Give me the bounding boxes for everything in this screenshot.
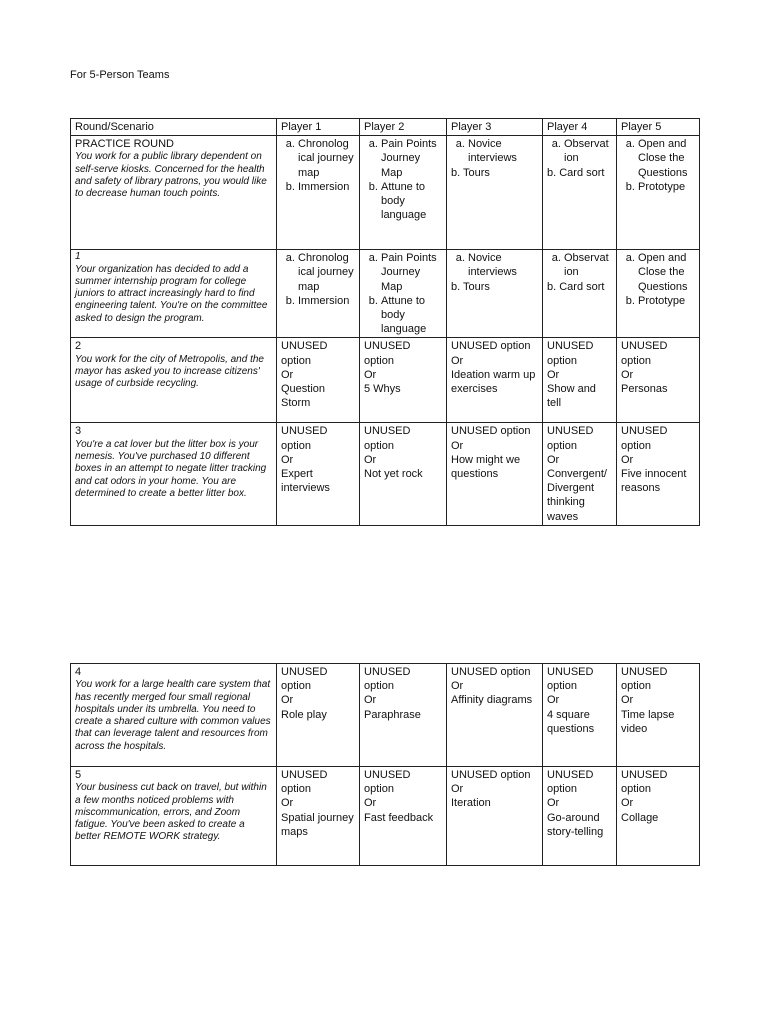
scenario-text: Your business cut back on travel, but within a few months noticed problems with miscommunication, errors, and Zoom fatigue. You've been asked to create a better REMOTE WORK strategy. (75, 782, 267, 843)
option-list (364, 137, 442, 222)
option-list (621, 137, 695, 194)
header-player-3: Player 3 (447, 119, 543, 136)
option-b: b. Card sort (547, 280, 605, 293)
player-2-cell: UNUSED option Or Fast feedback (360, 767, 447, 866)
option-list (281, 251, 355, 308)
option-b: b. Prototype (638, 180, 695, 194)
table-row-round-5 (71, 767, 700, 866)
option-a: a. Pain Points Journey Map (381, 137, 442, 180)
option-a: a. Novice interviews (468, 251, 538, 279)
player-5-cell: UNUSED option Or Collage (617, 767, 700, 866)
round-label: PRACTICE ROUND (75, 138, 175, 151)
scenario-text: You work for the city of Metropolis, and the mayor has asked you to increase citizens' usage of curbside recycling. (75, 353, 264, 390)
table-row-round-1 (71, 250, 700, 338)
player-1-cell: UNUSED option Or Spatial journey maps (277, 767, 360, 866)
round-label: 5 (75, 769, 82, 781)
rounds-table-part-2 (70, 663, 700, 866)
scenario-cell (71, 136, 277, 250)
table-row-round-3 (71, 423, 700, 526)
player-4-cell (543, 250, 617, 338)
table-row-practice (71, 136, 700, 250)
option-a: a. Chronolog ical journey map (298, 251, 355, 294)
table-row-round-4 (71, 664, 700, 767)
player-5-cell: UNUSED option Or Time lapse video (617, 664, 700, 767)
player-4-cell: UNUSED option Or Convergent/ Divergent thinking waves (543, 423, 617, 526)
player-3-cell: UNUSED option Or How might we questions (447, 423, 543, 526)
player-2-cell: UNUSED option Or Paraphrase (360, 664, 447, 767)
round-label: 4 (75, 666, 82, 678)
scenario-text: You work for a public library dependent on self-serve kiosks. Concerned for the health and safety of library patrons, you would like to decrease human touch points. (75, 151, 267, 200)
header-player-1: Player 1 (277, 119, 360, 136)
player-5-cell (617, 250, 700, 338)
player-4-cell: UNUSED option Or Show and tell (543, 338, 617, 423)
player-1-cell: UNUSED option Or Expert interviews (277, 423, 360, 526)
player-3-cell (447, 250, 543, 338)
table-row-round-2 (71, 338, 700, 423)
header-row (71, 119, 700, 136)
player-3-cell: UNUSED option Or Iteration (447, 767, 543, 866)
option-list (547, 251, 612, 279)
option-a: a. Chronolog ical journey map (298, 137, 355, 180)
rounds-table-part-1 (70, 118, 700, 526)
option-b: b. Card sort (547, 166, 605, 179)
player-4-cell: UNUSED option Or Go-around story-telling (543, 767, 617, 866)
player-2-cell (360, 136, 447, 250)
option-b: b. Tours (451, 166, 490, 179)
scenario-text: You're a cat lover but the litter box is your nemesis. You've purchased 10 different boxes in an attempt to negate litter tracking and cat odors in your home. You are determined to create a better litter box. (75, 438, 267, 499)
option-a: a. Open and Close the Questions (638, 251, 695, 294)
player-3-cell: UNUSED option Or Affinity diagrams (447, 664, 543, 767)
player-2-cell (360, 250, 447, 338)
option-list (621, 251, 695, 308)
player-1-cell: UNUSED option Or Role play (277, 664, 360, 767)
option-b: b. Tours (451, 280, 490, 293)
scenario-cell (71, 767, 277, 866)
option-list (451, 251, 538, 279)
round-label: 3 (75, 425, 82, 438)
round-label: 1 (75, 251, 81, 263)
header-player-4: Player 4 (543, 119, 617, 136)
scenario-text: Your organization has decided to add a summer internship program for college juniors to attract increasingly hard to find engineering talent. You're on the committee asked to design the program. (75, 263, 268, 324)
scenario-cell (71, 423, 277, 526)
player-5-cell: UNUSED option Or Personas (617, 338, 700, 423)
player-1-cell: UNUSED option Or Question Storm (277, 338, 360, 423)
option-a: a. Open and Close the Questions (638, 137, 695, 180)
header-player-2: Player 2 (360, 119, 447, 136)
player-5-cell: UNUSED option Or Five innocent reasons (617, 423, 700, 526)
option-a: a. Observat ion (564, 137, 612, 165)
player-4-cell: UNUSED option Or 4 square questions (543, 664, 617, 767)
option-list (281, 137, 355, 194)
option-b: b. Prototype (638, 294, 695, 308)
player-2-cell: UNUSED option Or 5 Whys (360, 338, 447, 423)
option-a: a. Observat ion (564, 251, 612, 279)
scenario-text: You work for a large health care system that has recently merged four small regional hospitals under its umbrella. You need to create a shared culture with common values that can leverage talent and resources from across the hospitals. (75, 679, 271, 752)
round-label: 2 (75, 340, 82, 353)
scenario-cell (71, 338, 277, 423)
option-b: b. Immersion (298, 294, 355, 308)
player-1-cell (277, 250, 360, 338)
scenario-cell (71, 250, 277, 338)
player-2-cell: UNUSED option Or Not yet rock (360, 423, 447, 526)
option-a: a. Pain Points Journey Map (381, 251, 442, 294)
header-round-scenario: Round/Scenario (71, 119, 277, 136)
player-4-cell (543, 136, 617, 250)
scenario-cell (71, 664, 277, 767)
page-heading: For 5-Person Teams (70, 69, 170, 81)
player-1-cell (277, 136, 360, 250)
player-3-cell (447, 136, 543, 250)
player-3-cell: UNUSED option Or Ideation warm up exercises (447, 338, 543, 423)
option-list (547, 137, 612, 165)
option-list (451, 137, 538, 165)
option-list (364, 251, 442, 336)
header-player-5: Player 5 (617, 119, 700, 136)
option-b: b. Attune to body language (381, 180, 442, 223)
option-b: b. Immersion (298, 180, 355, 194)
option-b: b. Attune to body language (381, 294, 442, 337)
option-a: a. Novice interviews (468, 137, 538, 165)
player-5-cell (617, 136, 700, 250)
